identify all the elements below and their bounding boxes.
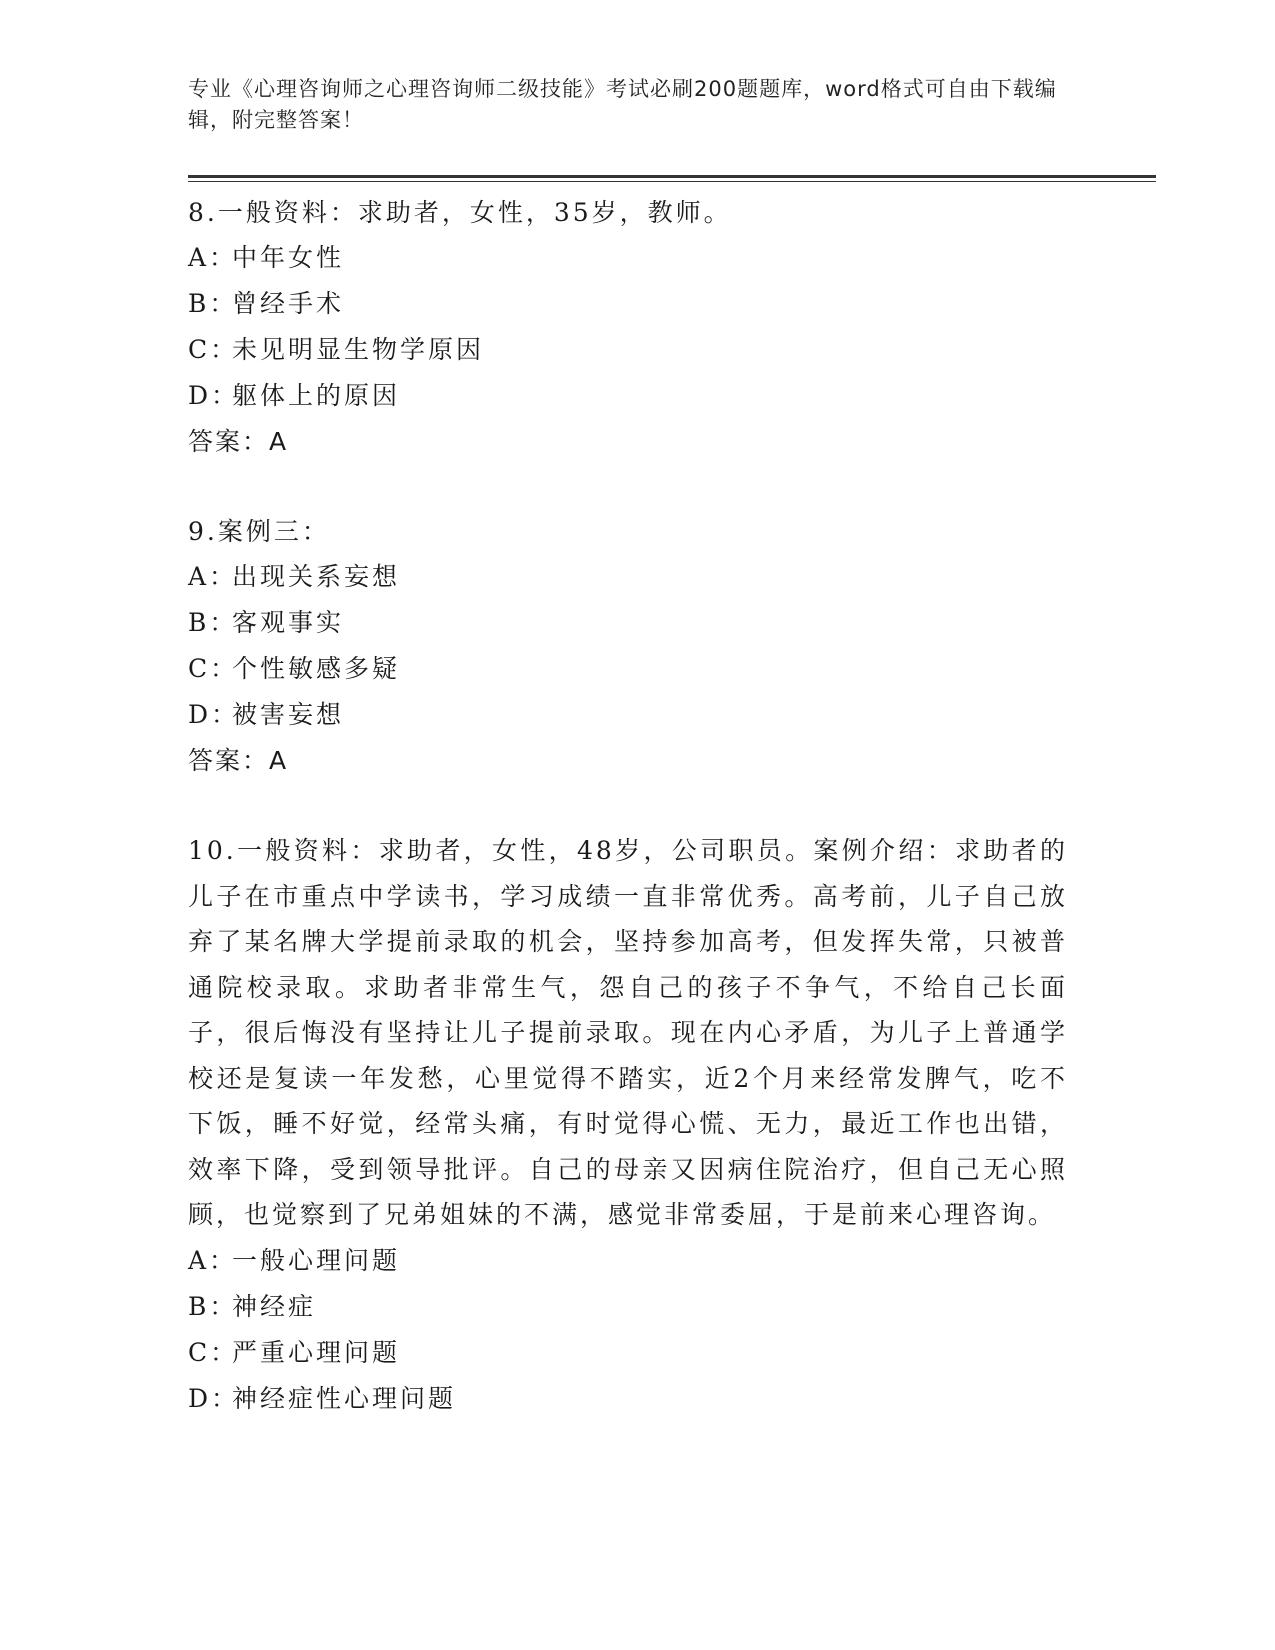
- option-letter: C：: [188, 335, 239, 364]
- option-d: [188, 692, 1088, 738]
- option-letter: C：: [188, 654, 239, 683]
- option-text: 一般心理问题: [232, 1245, 401, 1275]
- option-letter: A：: [188, 562, 238, 591]
- header-divider-thin: [188, 181, 1156, 182]
- answer-line: 答案：A: [188, 427, 289, 456]
- option-letter: A：: [188, 243, 238, 272]
- option-letter: A：: [188, 1245, 238, 1275]
- option-letter: D：: [188, 381, 240, 410]
- question-stem: 10.一般资料：求助者，女性，48岁，公司职员。案例介绍：求助者的儿子在市重点中学读书，学习成绩一直非常优秀。高考前，儿子自己放弃了某名牌大学提前录取的机会，坚持参加高考，但发挥失常，只被普通院校录取。求助者非常生气，怨自己的孩子不争气，不给自己长面子，很后悔没有坚持让儿子提前录取。现在内心矛盾，为儿子上普通学校还是复读一年发愁，心里觉得不踏实，近2个月来经常发脾气，吃不下饭，睡不好觉，经常头痛，有时觉得心慌、无力，最近工作也出错，效率下降，受到领导批评。自己的母亲又因病住院治疗，但自己无心照顾，也觉察到了兄弟姐妹的不满，感觉非常委屈，于是前来心理咨询。: [188, 836, 1068, 1229]
- option-text: 未见明显生物学原因: [232, 335, 485, 364]
- option-b: [188, 281, 1088, 327]
- option-a: [188, 554, 1088, 600]
- option-text: 客观事实: [232, 608, 345, 637]
- question-stem: 9.案例三：: [188, 517, 330, 546]
- option-letter: D：: [188, 1383, 240, 1413]
- option-text: 神经症性心理问题: [232, 1383, 457, 1413]
- option-letter: B：: [188, 1291, 238, 1321]
- option-b: [188, 1284, 1088, 1330]
- option-text: 个性敏感多疑: [232, 654, 401, 683]
- question-stem: 8.一般资料：求助者，女性，35岁，教师。: [188, 198, 732, 227]
- option-letter: D：: [188, 700, 240, 729]
- option-d: [188, 1376, 1088, 1422]
- option-c: [188, 1330, 1088, 1376]
- option-text: 被害妄想: [232, 700, 345, 729]
- option-a: [188, 1238, 1088, 1284]
- question-10: [188, 828, 1088, 1422]
- option-text: 出现关系妄想: [232, 562, 401, 591]
- option-d: [188, 373, 1088, 419]
- answer-line: 答案：A: [188, 746, 289, 775]
- option-c: [188, 327, 1088, 373]
- option-letter: C：: [188, 1337, 239, 1367]
- header-divider-thick: [188, 175, 1156, 178]
- option-text: 躯体上的原因: [232, 381, 401, 410]
- option-text: 严重心理问题: [232, 1337, 401, 1367]
- question-9: [188, 509, 1088, 784]
- option-text: 曾经手术: [232, 289, 345, 318]
- option-letter: B：: [188, 289, 238, 318]
- option-text: 中年女性: [232, 243, 345, 272]
- option-a: [188, 235, 1088, 281]
- option-b: [188, 600, 1088, 646]
- question-8: [188, 190, 1088, 465]
- document-header: 专业《心理咨询师之心理咨询师二级技能》考试必刷200题题库，word格式可自由下载编辑，附完整答案！: [188, 77, 1057, 132]
- option-letter: B：: [188, 608, 238, 637]
- question-list: [188, 190, 1088, 1466]
- option-text: 神经症: [232, 1291, 317, 1321]
- option-c: [188, 646, 1088, 692]
